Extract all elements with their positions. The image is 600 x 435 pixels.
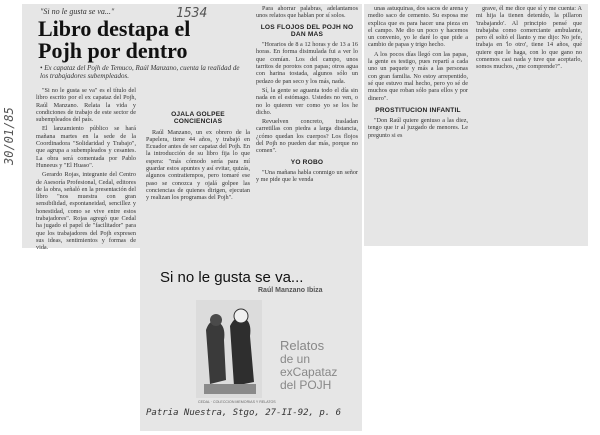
article-column-5 xyxy=(476,5,582,135)
article-title-line2: Pojh por dentro xyxy=(38,38,188,63)
col4-paragraph: A los pocos días llegó con las papas, la gente es testigo, pues repartí a cada uno un paquete y más a las personas con gran familia. No estoy arrepentido, sé que estuvo mal hecho, pero yo sé de muchos que roban sólo para ellos y por dinero". xyxy=(368,50,468,102)
cover-text-de-un: de un xyxy=(280,352,311,366)
col3-paragraph: "Una mañana habla conmigo un señor y me pide que le venda xyxy=(256,168,358,184)
source-citation: Patria Nuestra, Stgo, 27-II-92, p. 6 xyxy=(146,408,342,418)
book-cover xyxy=(196,300,342,398)
col3-paragraph: "Horarios de 8 a 12 horas y de 13 a 16 horas. En forma disimulada fui a ver lo que comían. Los del campo, unos tarritos de porotos con papas; otros agua con harina tostada, algunos sólo un pedazo de pan seco y los más, nada. xyxy=(256,41,358,85)
article-column-4 xyxy=(368,5,468,245)
col5-paragraph: grave, él me dice que sí y me cuenta: A mi hija la tienen detenido, la pillaron 'trabajando'. Al principio pensé que trabajaba como comerciante ambulante, pero él soltó el llanto y me dijo: No jefe, trabaja en 'lo otro', tiene 14 años, qué quiere que le haga, con lo que gano no comemos casi nada y tuve que aceptarlo, somos muchos, ¿me comprende?". xyxy=(476,5,582,71)
col2-paragraph: Raúl Manzano, un ex obrero de la Papelera, tiene 44 años, y trabajó en Ecuador antes de ser capataz del Pojh. En la introducción de su libro fija lo que espera: "más cómodo sería para mí guardar estos apuntes y así evitar, quizás, algunos contratiempos, pero tomaré ese paso se conozca y ojalá golpee las conciencias de quienes dirigen, ejecutan y realizan los programas del Pojh". xyxy=(146,128,250,202)
col2-heading: OJALA GOLPEE CONCIENCIAS xyxy=(171,111,225,126)
cover-text-relatos: Relatos xyxy=(280,338,325,353)
archive-number: 1534 xyxy=(176,6,208,21)
article-column-1 xyxy=(36,87,136,273)
article-column-2 xyxy=(146,87,250,245)
col1-paragraph: "Si no le gusta se va" es el título del libro escrito por el ex capataz del Pojh, Raúl Manzano. Relata la vida y condiciones de trabajo de este sector de subempleados del país. xyxy=(36,87,136,124)
article-title-line1: Libro destapa el xyxy=(38,16,191,41)
article-kicker: "Si no le gusta se va..." xyxy=(40,7,115,16)
col4-paragraph: unas astuquinas, dos sacos de arena y medio saco de cemento. Su esposa me explica que es para hacer una pieza en el campo. Me dio un poco y hacemos un convenio, yo le daré lo que pide a cambio de papas y trigo hecho. xyxy=(368,5,468,49)
article-column-3 xyxy=(256,5,358,247)
book-publisher-line: CEDAL · COLECCION MEMORIAS Y RELATOS xyxy=(198,400,276,404)
col1-paragraph: Gerardo Rojas, integrante del Centro de Asesoría Profesional, Cedal, editores de la obra, señaló en la presentación del libro "nos muestra con gran sensibilidad, espontaneidad, sencillez y honestidad, como se vive entre estos trabajadores". Rojas agregó que Cedal ha jugado el papel de "facilitador" para que los trabajadores del Pojh expresen sus ideas, sentimientos y formas de vida. xyxy=(36,171,136,252)
col3-heading-1: LOS FLOJOS DEL POJH NO DAN MAS xyxy=(260,23,354,38)
book-title: Si no le gusta se va... xyxy=(160,269,304,286)
col4-paragraph: "Don Raúl quiere geniuso a las diez, tengo que ir al juzgado de menores. Le pregunto si es xyxy=(368,117,468,139)
cover-text-excapataz: exCapataz xyxy=(280,365,338,379)
book-author: Raúl Manzano Ibiza xyxy=(258,287,323,294)
col4-heading: PROSTITUCION INFANTIL xyxy=(375,106,461,114)
cover-text-del-pojh: del POJH xyxy=(280,378,332,392)
article-deck: • Ex capataz del Pojh de Temuco, Raúl Manzano, cuenta la realidad de los trabajadores subempleados. xyxy=(40,64,240,81)
margin-date: 30/01/85 xyxy=(2,107,16,165)
col3-paragraph: Revuelven concreto, trasladan carretillas con piedra a larga distancia, ¿cómo quedan los cuerpos? Los flojos del Pojh no pueden dar más, porque no comen". xyxy=(256,118,358,155)
col3-paragraph: Sí, la gente se aguanta todo el día sin nada en el estómago. Ustedes no ven, o no lo quieren ver como yo se los he dicho. xyxy=(256,86,358,116)
col3-heading-2: YO ROBO xyxy=(290,158,324,166)
book-cover-photo xyxy=(196,300,262,398)
col3-intro: Para ahorrar palabras, adelantamos unos relatos que hablan por sí solos. xyxy=(256,5,358,20)
col1-paragraph: El lanzamiento público se hará mañana martes en la sede de la Coordinadora "Solidaridad y Trabajo", que agrupa a subempleados y cesantes. La obra será comentada por Pablo Huneeus y "El Huaso". xyxy=(36,125,136,169)
